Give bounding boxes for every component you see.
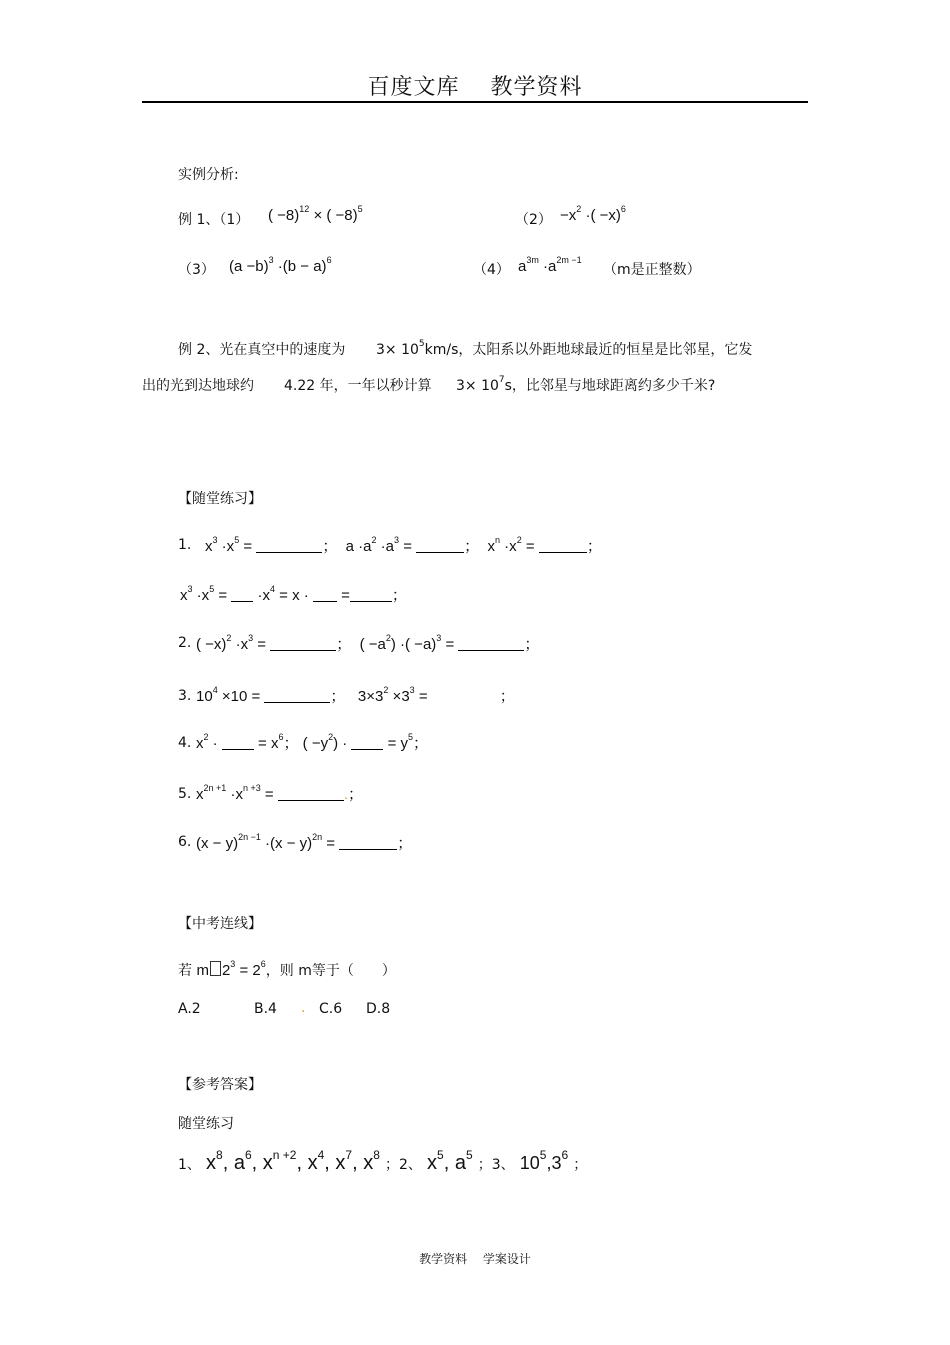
practice-q1: $x^3 \cdot x^5$ = ； $a \cdot a^2 \cdot a^3$ = ； $x^n \cdot x^2$ = ；: [205, 535, 602, 555]
answer-1-label: 1、: [178, 1157, 201, 1173]
answer-3-values: $10^5,3^6$: [519, 1148, 569, 1173]
footer-text: 教学资料 学案设计: [419, 1252, 531, 1266]
answer-1-values: $x^8$, $a^6$, $x^{n +2}$, $x^4$, $x^7$, $x^8$: [206, 1148, 380, 1174]
example1-part4-note: （m是正整数）: [603, 262, 701, 278]
practice-q1-line2: $x^3 \cdot x^5 = \cdot x^4 = x$ · = ；: [180, 584, 407, 604]
example1-part1: ( −8)$^{12}$ × ( −8)$^5$: [268, 204, 363, 224]
practice-q2-number: 2.: [178, 635, 192, 651]
choice-c: C.6: [319, 1001, 343, 1017]
zhongkao-question: [178, 960, 396, 980]
practice-q1-number: 1.: [178, 537, 192, 553]
practice-q6-number: 6.: [178, 834, 192, 850]
example1-part2: $-x^2$ ·( −x)$^6$: [560, 204, 626, 224]
example2-line1b: $3\times 10^5km/s$，太阳系以外距地球最近的恒星是比邻星，它发: [376, 339, 753, 358]
practice-q6: $(x - y)^{2n -1} \cdot(x - y)^{2n}$ = ；: [196, 832, 413, 852]
example1-part4: $a^{3m} \cdot a^{2m -1}$: [518, 255, 582, 275]
example1-part2-label: （2）: [515, 212, 552, 228]
example2-line2c: $3\times 10^7s$，比邻星与地球距离约多少千米?: [456, 375, 716, 394]
answer-end: ；: [573, 1157, 588, 1173]
example1-part3-label: （3）: [178, 262, 215, 278]
zhongkao-q-middle: ，则: [265, 963, 294, 979]
practice-q4-number: 4.: [178, 735, 192, 751]
zhongkao-heading: 【中考连线】: [178, 916, 262, 932]
example2-line2a: 出的光到达地球约: [142, 378, 254, 394]
section-analysis-heading: 实例分析:: [178, 167, 239, 183]
choice-a: A.2: [178, 1001, 201, 1017]
practice-q3: $10^4 \times 10$ = ； $3\times 3^2 \times 3^3$ = ；: [196, 685, 515, 705]
zhongkao-equation: m $2^3 = 2^6$: [196, 959, 266, 979]
choice-d: D.8: [366, 1001, 391, 1017]
answer-3-label: ；3、: [477, 1157, 515, 1173]
practice-heading: 【随堂练习】: [178, 491, 262, 507]
practice-q3-number: 3.: [178, 688, 192, 704]
header-rule: [142, 101, 808, 103]
zhongkao-q-suffix: m等于（ ）: [298, 963, 396, 979]
practice-q4: $x^2$ · = $x^6$； ( $-y^2$) · = $y^5$；: [196, 732, 429, 752]
answer-2-values: $x^5$, $a^5$: [427, 1148, 473, 1174]
example1-part4-label: （4）: [473, 262, 510, 278]
practice-q5: $x^{2n +1} \cdot x^{n +3}$ = .；: [196, 783, 364, 803]
practice-q2: ( $-x)^2 \cdot x^3$ = ； ( $-a^2$) ·( −a)$^3$ = ；: [196, 633, 540, 653]
answers-heading: 【参考答案】: [178, 1077, 262, 1093]
example2-line1a: 例 2、光在真空中的速度为: [178, 342, 346, 358]
choice-b: B.4: [254, 1001, 277, 1017]
example1-label: 例 1、（1）: [178, 212, 250, 228]
stray-dot: .: [301, 1000, 306, 1016]
practice-q5-number: 5.: [178, 786, 192, 802]
answer-2-label: ；2、: [385, 1157, 422, 1173]
zhongkao-q-prefix: 若: [178, 963, 192, 979]
header-title: 百度文库 教学资料: [367, 75, 583, 100]
example1-part3: $(a -b)^3 \cdot(b - a)^6$: [229, 255, 332, 275]
answers-subheading: 随堂练习: [178, 1116, 234, 1132]
answers-line: [178, 1148, 588, 1175]
example2-line2b: 4.22 年，一年以秒计算: [284, 378, 432, 394]
